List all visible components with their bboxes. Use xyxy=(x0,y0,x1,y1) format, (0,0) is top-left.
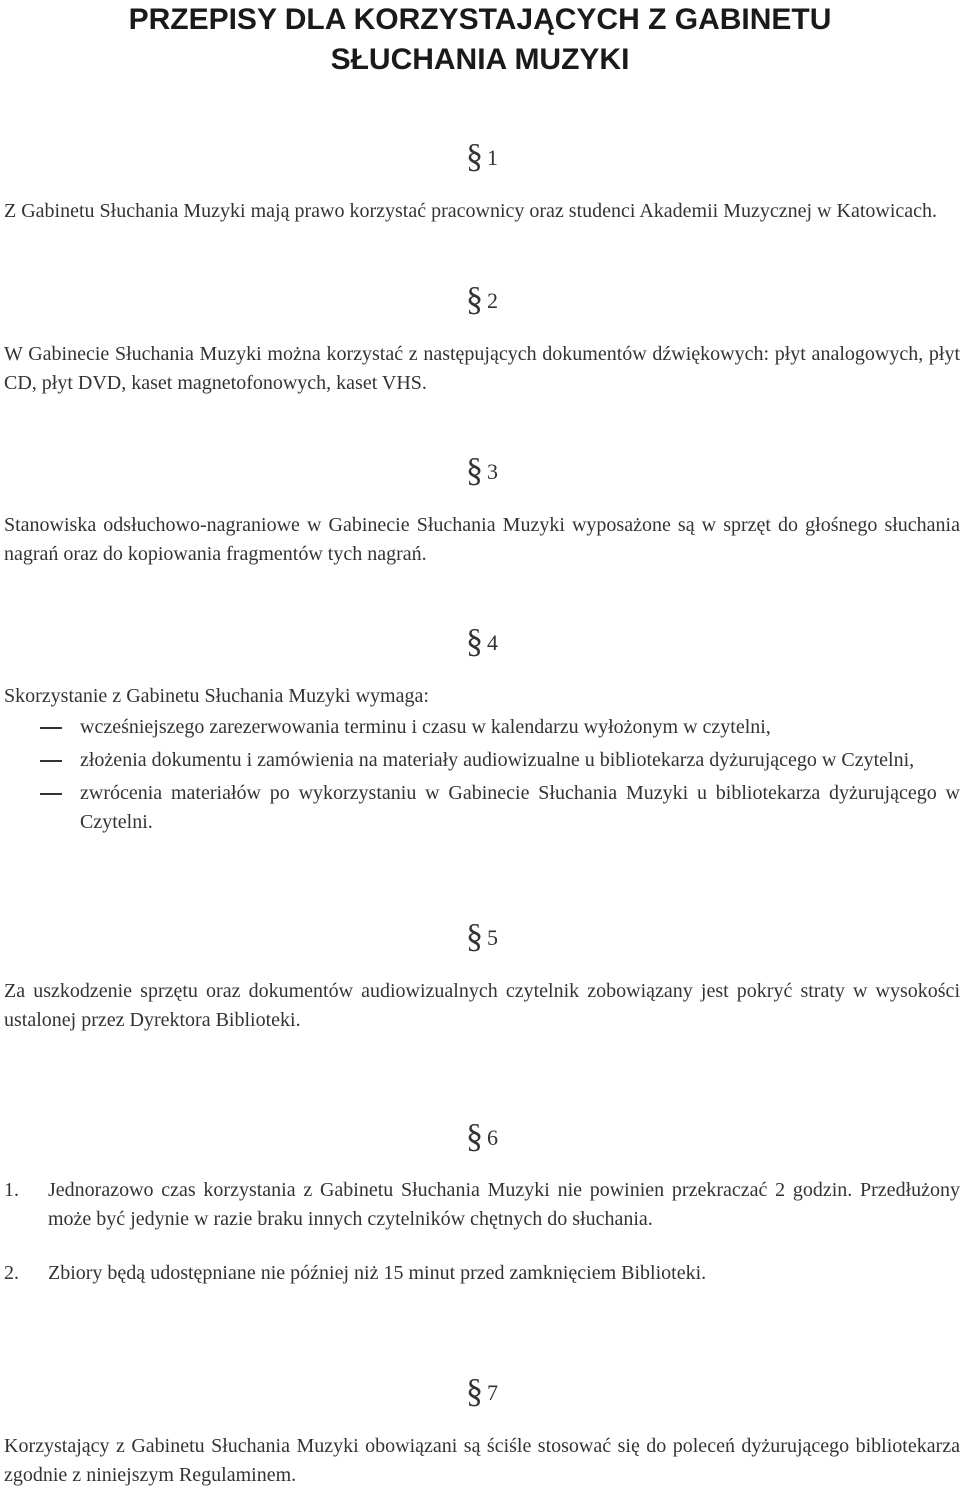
section-1-text: Z Gabinetu Słuchania Muzyki mają prawo korzystać pracownicy oraz studenci Akademii Muzycznej w Katowicach. xyxy=(4,200,938,222)
section-symbol: § xyxy=(466,138,483,175)
section-heading-1 xyxy=(466,140,498,173)
section-number: 7 xyxy=(487,1380,498,1405)
section-symbol: § xyxy=(466,1118,483,1155)
section-number: 1 xyxy=(487,145,498,170)
section-symbol: § xyxy=(466,623,483,660)
section-number: 5 xyxy=(487,925,498,950)
section-number: 4 xyxy=(487,630,498,655)
list-item-number: 1. xyxy=(4,1179,19,1201)
list-item-text: złożenia dokumentu i zamówienia na materiały audiowizualne u bibliotekarza dyżurującego w Czytelni, xyxy=(80,749,915,771)
section-heading-6 xyxy=(466,1120,498,1153)
list-item-text: Jednorazowo czas korzystania z Gabinetu Słuchania Muzyki nie powinien przekraczać 2 godzin. Przedłużony może być jedynie w razie braku innych czytelników chętnych do słuchania. xyxy=(48,1179,960,1230)
title-line-1: PRZEPISY DLA KORZYSTAJĄCYCH Z GABINETU xyxy=(128,3,832,36)
section-symbol: § xyxy=(466,281,483,318)
section-6-numbered-list xyxy=(4,1176,960,1288)
section-symbol: § xyxy=(466,1373,483,1410)
section-symbol: § xyxy=(466,918,483,955)
list-item xyxy=(4,746,960,775)
list-item xyxy=(4,713,960,742)
section-4-intro: Skorzystanie z Gabinetu Słuchania Muzyki wymaga: xyxy=(4,685,429,707)
list-item xyxy=(4,1176,960,1234)
section-heading-3 xyxy=(466,454,498,487)
section-number: 3 xyxy=(487,459,498,484)
section-heading-5 xyxy=(466,920,498,953)
section-5-text: Za uszkodzenie sprzętu oraz dokumentów audiowizualnych czytelnik zobowiązany jest pokryć straty w wysokości ustalonej przez Dyrektora Biblioteki. xyxy=(4,980,960,1031)
title-line-2: SŁUCHANIA MUZYKI xyxy=(330,43,630,76)
list-item-text: wcześniejszego zarezerwowania terminu i czasu w kalendarzu wyłożonym w czytelni, xyxy=(80,716,771,738)
dash-bullet xyxy=(40,760,62,762)
dash-bullet xyxy=(40,727,62,729)
document-title xyxy=(0,0,960,80)
section-7-text: Korzystający z Gabinetu Słuchania Muzyki obowiązani są ściśle stosować się do poleceń dyżurującego bibliotekarza zgodnie z niniejszym Regulaminem. xyxy=(4,1435,960,1486)
section-heading-2 xyxy=(466,283,498,316)
list-item-text: zwrócenia materiałów po wykorzystaniu w Gabinecie Słuchania Muzyki u bibliotekarza dyżurującego w Czytelni. xyxy=(80,782,960,833)
list-item xyxy=(4,779,960,837)
dash-bullet xyxy=(40,793,62,795)
section-heading-4 xyxy=(466,625,498,658)
section-2-text: W Gabinecie Słuchania Muzyki można korzystać z następujących dokumentów dźwiękowych: płyt analogowych, płyt CD, płyt DVD, kaset magnetofonowych, kaset VHS. xyxy=(4,343,960,394)
list-item xyxy=(4,1259,960,1288)
list-item-number: 2. xyxy=(4,1262,19,1284)
section-number: 6 xyxy=(487,1125,498,1150)
list-item-text: Zbiory będą udostępniane nie później niż 15 minut przed zamknięciem Biblioteki. xyxy=(48,1262,707,1284)
section-heading-7 xyxy=(466,1375,498,1408)
section-3-text: Stanowiska odsłuchowo-nagraniowe w Gabinecie Słuchania Muzyki wyposażone są w sprzęt do głośnego słuchania nagrań oraz do kopiowania fragmentów tych nagrań. xyxy=(4,514,960,565)
section-4-requirements-list xyxy=(4,713,960,841)
section-symbol: § xyxy=(466,452,483,489)
section-number: 2 xyxy=(487,288,498,313)
